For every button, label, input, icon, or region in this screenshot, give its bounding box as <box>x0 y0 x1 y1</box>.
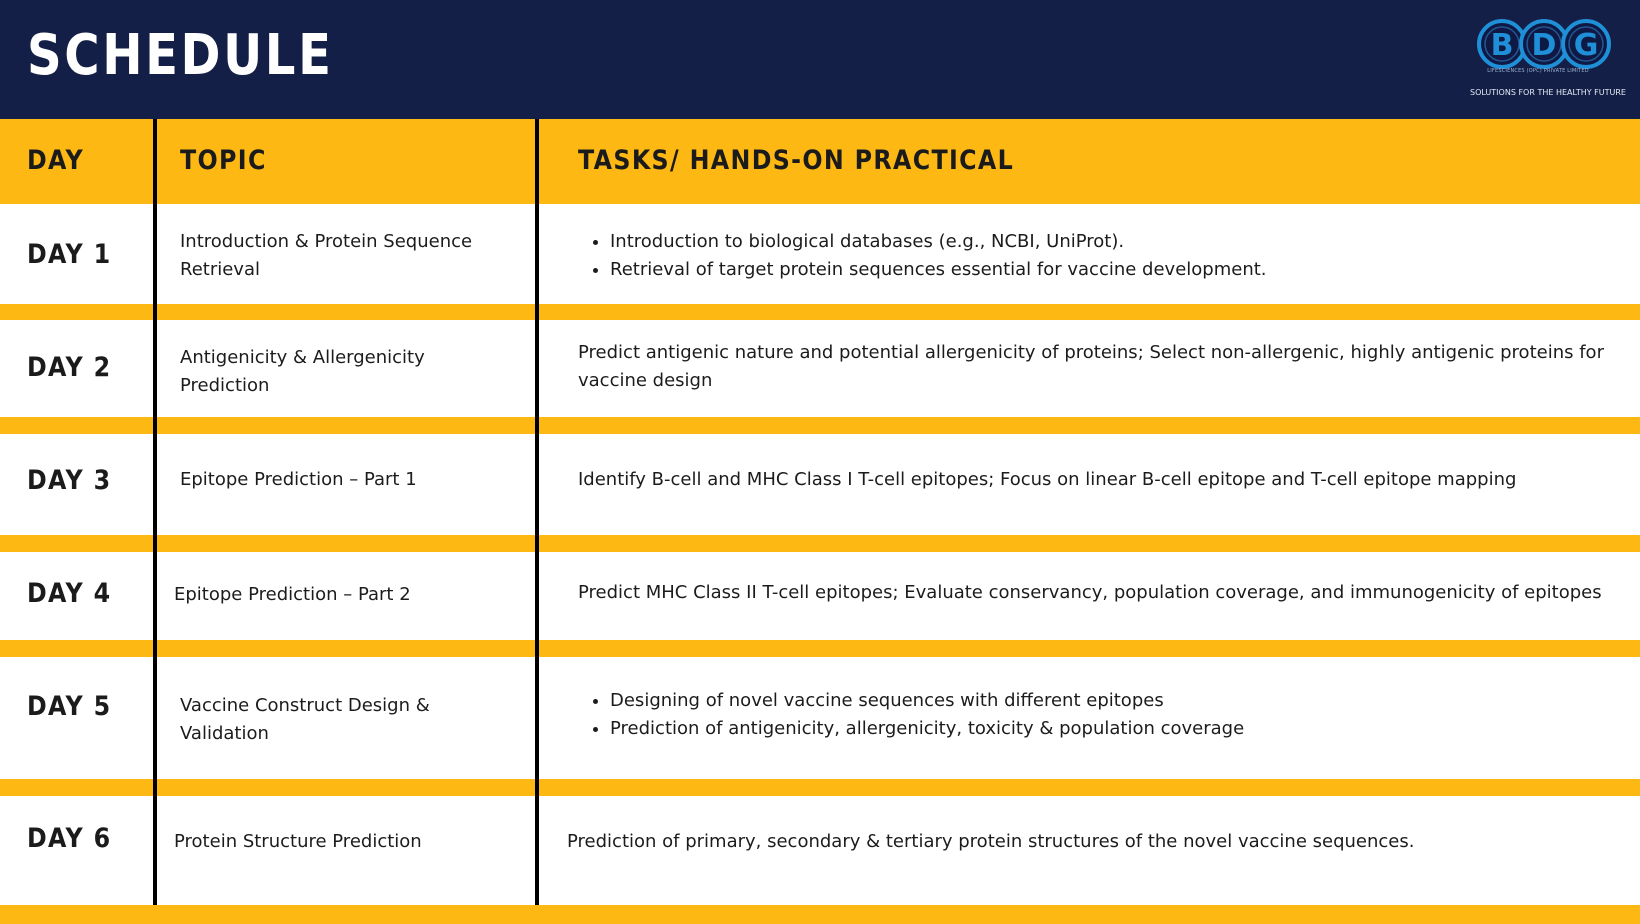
logo-letter-b: B <box>1490 28 1514 63</box>
day-label: DAY 6 <box>27 823 112 854</box>
day-label: DAY 5 <box>27 691 112 722</box>
day-label: DAY 4 <box>27 578 112 609</box>
topic-text: Epitope Prediction – Part 2 <box>174 584 411 605</box>
task-list-item: • Retrieval of target protein sequences essential for vaccine development. <box>610 256 1640 284</box>
row-separator <box>0 304 1640 320</box>
column-divider <box>153 119 157 905</box>
task-text: Predict MHC Class II T-cell epitopes; Evaluate conservancy, population coverage, and immunogenicity of epitopes <box>578 582 1602 603</box>
column-header-topic: TOPIC <box>180 145 267 176</box>
topic-text: Vaccine Construct Design & Validation <box>180 695 430 744</box>
row-separator <box>0 640 1640 657</box>
logo-letter-d: D <box>1531 28 1557 63</box>
bdg-logo <box>1468 18 1628 100</box>
task-text: Identify B-cell and MHC Class I T-cell epitopes; Focus on linear B-cell epitope and T-cell epitope mapping <box>578 469 1517 490</box>
logo-letter-g: G <box>1573 28 1599 63</box>
row-separator <box>0 417 1640 434</box>
logo-company-name: LIFESCIENCES (OPC) PRIVATE LIMITED <box>1487 68 1589 74</box>
column-header-day: DAY <box>27 145 85 176</box>
day-label: DAY 3 <box>27 465 112 496</box>
day-label: DAY 2 <box>27 352 112 383</box>
task-list-item: • Designing of novel vaccine sequences with different epitopes <box>610 687 1640 715</box>
task-list-item: • Introduction to biological databases (e.g., NCBI, UniProt). <box>610 228 1640 256</box>
task-text: Prediction of primary, secondary & tertiary protein structures of the novel vaccine sequences. <box>567 831 1415 852</box>
column-divider <box>535 119 539 905</box>
row-separator <box>0 535 1640 552</box>
column-header-tasks: TASKS/ HANDS-ON PRACTICAL <box>578 145 1015 176</box>
day-label: DAY 1 <box>27 239 112 270</box>
topic-text: Epitope Prediction – Part 1 <box>180 469 417 490</box>
topic-text: Protein Structure Prediction <box>174 831 422 852</box>
table-footer-band <box>0 905 1640 924</box>
task-list <box>578 687 1640 743</box>
page-title: SCHEDULE <box>27 23 334 88</box>
topic-text: Antigenicity & Allergenicity Prediction <box>180 347 425 396</box>
header-bar <box>0 0 1640 119</box>
topic-text: Introduction & Protein Sequence Retrieval <box>180 231 473 280</box>
task-list <box>578 228 1640 284</box>
task-list-item: • Prediction of antigenicity, allergenicity, toxicity & population coverage <box>610 715 1640 743</box>
task-text: Predict antigenic nature and potential allergenicity of proteins; Select non-allergenic, highly antigenic proteins for vaccine design <box>578 342 1604 391</box>
bdg-logo-mark-icon <box>1474 18 1614 74</box>
row-separator <box>0 779 1640 796</box>
logo-tagline: SOLUTIONS FOR THE HEALTHY FUTURE <box>1470 88 1626 97</box>
